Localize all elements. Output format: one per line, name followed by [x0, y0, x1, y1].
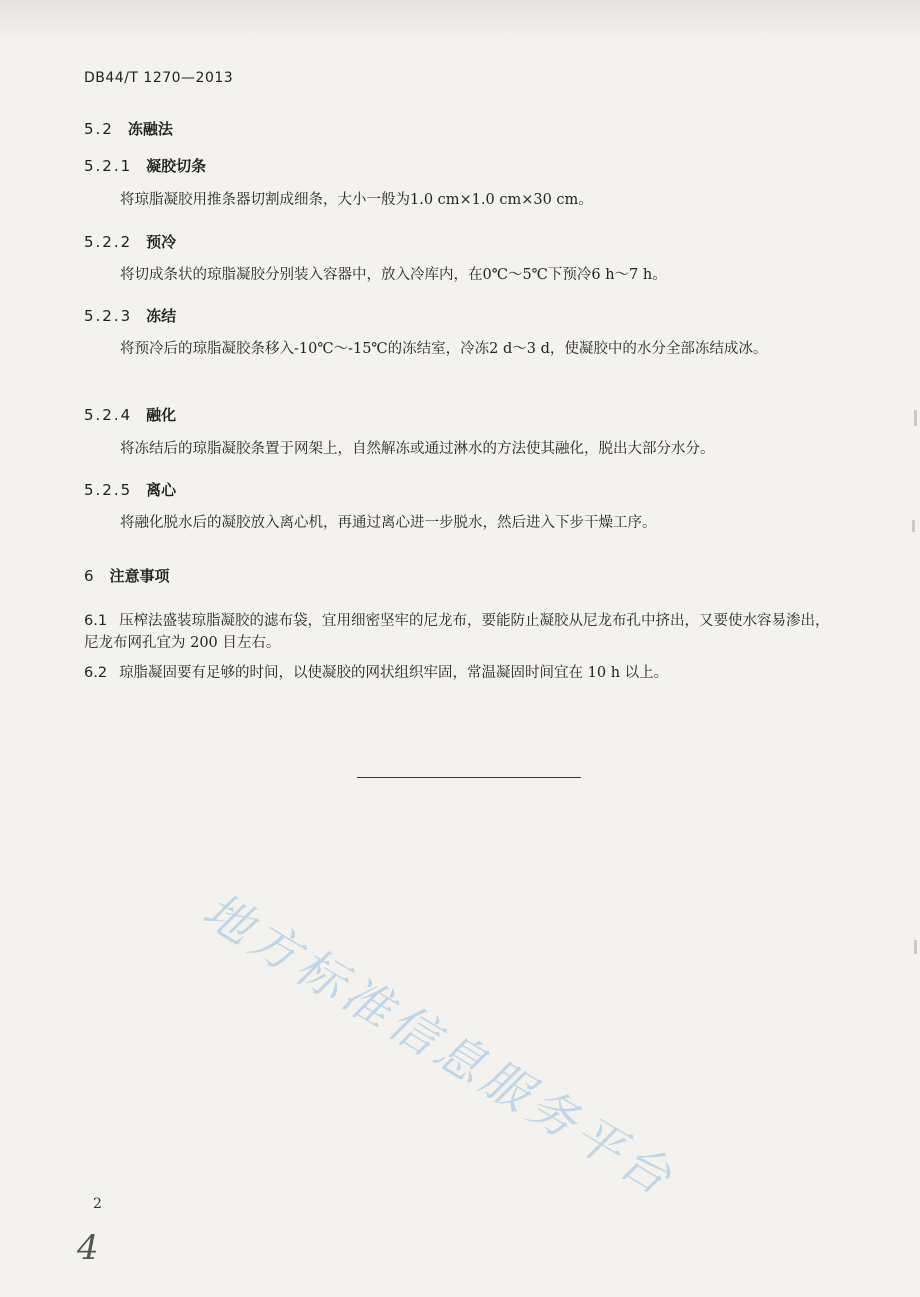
section-heading-5-2-4 [84, 404, 176, 425]
section-number: 5.2.3 [84, 307, 133, 325]
item-number: 6.2 [84, 665, 108, 681]
paragraph-5-2-5: 将融化脱水后的凝胶放入离心机，再通过离心进一步脱水，然后进入下步干燥工序。 [120, 515, 657, 531]
section-heading-5-2-3 [84, 305, 176, 326]
section-title: 离心 [146, 481, 177, 499]
section-number: 5.2.2 [84, 233, 133, 251]
item-6-1 [84, 610, 844, 654]
watermark: 地方标准信息服务平台 [193, 882, 685, 1209]
paragraph-5-2-3: 将预冷后的琼脂凝胶条移入-10℃～-15℃的冻结室，冷冻2 d～3 d，使凝胶中的水分全部冻结成冰。 [120, 341, 768, 357]
scan-edge-mark [914, 410, 917, 426]
section-heading-5-2-1 [84, 155, 206, 176]
end-of-document-rule [357, 777, 581, 778]
paragraph-5-2-1: 将琼脂凝胶用推条器切割成细条，大小一般为1.0 cm×1.0 cm×30 cm。 [120, 192, 593, 208]
handwritten-mark: 4 [77, 1228, 99, 1268]
section-heading-5-2 [84, 118, 173, 139]
section-number: 5.2 [84, 120, 114, 138]
scan-edge-mark [914, 940, 917, 954]
scan-shadow [0, 0, 920, 42]
scan-edge-mark [912, 520, 915, 532]
section-number: 5.2.4 [84, 406, 133, 424]
paragraph-5-2-2: 将切成条状的琼脂凝胶分别装入容器中，放入冷库内，在0℃～5℃下预冷6 h～7 h。 [120, 267, 667, 283]
page-number: 2 [93, 1196, 102, 1212]
section-number: 5.2.5 [84, 481, 133, 499]
section-heading-6 [84, 565, 170, 586]
section-title: 凝胶切条 [146, 157, 207, 175]
item-text: 压榨法盛装琼脂凝胶的滤布袋，宜用细密坚牢的尼龙布，要能防止凝胶从尼龙布孔中挤出，又要使水容易渗出，尼龙布网孔宜为 200 目左右。 [84, 613, 830, 651]
item-number: 6.1 [84, 613, 108, 629]
item-6-2 [84, 662, 844, 684]
section-heading-5-2-5 [84, 479, 176, 500]
section-title: 注意事项 [109, 567, 170, 585]
item-text: 琼脂凝固要有足够的时间，以使凝胶的网状组织牢固，常温凝固时间宜在 10 h 以上。 [119, 665, 669, 681]
section-title: 冻结 [146, 307, 177, 325]
section-number: 5.2.1 [84, 157, 133, 175]
section-title: 融化 [146, 406, 177, 424]
section-number: 6 [84, 567, 96, 585]
section-heading-5-2-2 [84, 231, 176, 252]
document-code: DB44/T 1270—2013 [84, 70, 234, 86]
section-title: 预冷 [146, 233, 177, 251]
section-title: 冻融法 [127, 120, 173, 138]
paragraph-5-2-4: 将冻结后的琼脂凝胶条置于网架上，自然解冻或通过淋水的方法使其融化，脱出大部分水分。 [120, 441, 715, 457]
